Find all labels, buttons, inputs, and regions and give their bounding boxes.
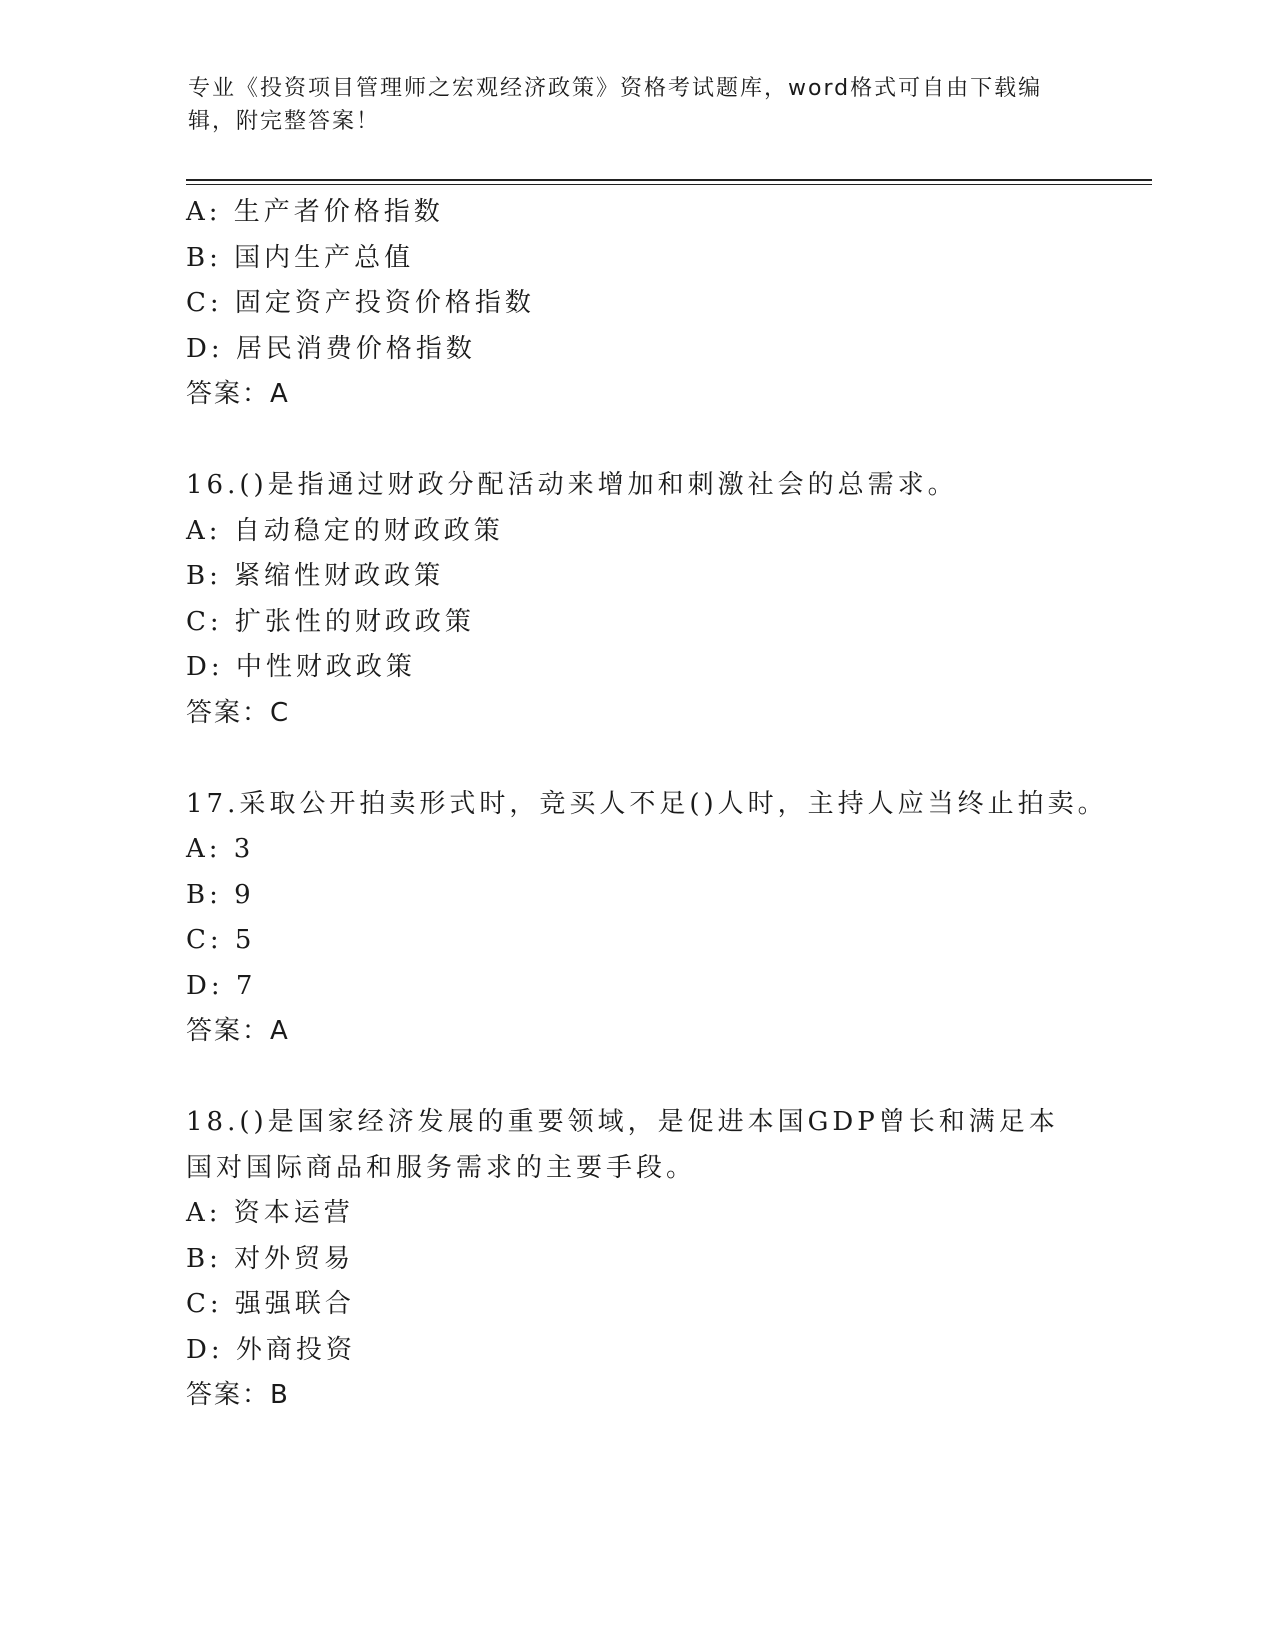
answer-line: 答案：C xyxy=(186,697,291,728)
question-stem: 16.()是指通过财政分配活动来增加和刺激社会的总需求。 xyxy=(186,470,958,500)
question-block-15 xyxy=(186,190,1106,418)
answer-line: 答案：A xyxy=(186,1016,290,1046)
question-list xyxy=(186,190,1106,1419)
header-rule-thick xyxy=(186,179,1152,181)
option-c: C: 固定资产投资价格指数 xyxy=(186,288,535,318)
answer-line: 答案：A xyxy=(186,379,290,409)
question-block-16 xyxy=(186,463,1106,736)
option-d: D: 外商投资 xyxy=(186,1334,356,1365)
question-stem: 17.采取公开拍卖形式时，竞买人不足()人时，主持人应当终止拍卖。 xyxy=(186,788,1108,819)
option-b: B: 紧缩性财政政策 xyxy=(186,561,445,591)
spacer xyxy=(186,418,1106,464)
option-b: B: 9 xyxy=(186,879,255,910)
spacer xyxy=(186,736,1106,782)
question-stem: 18.()是国家经济发展的重要领域，是促进本国GDP曾长和满足本国对国际商品和服务需求的主要手段。 xyxy=(186,1107,1059,1183)
option-c: C: 5 xyxy=(186,925,256,955)
option-a: A: 资本运营 xyxy=(186,1198,354,1228)
option-b: B: 国内生产总值 xyxy=(186,242,415,273)
option-a: A: 自动稳定的财政政策 xyxy=(186,515,504,546)
option-c: C: 强强联合 xyxy=(186,1289,355,1319)
question-block-17 xyxy=(186,782,1106,1055)
option-a: A: 3 xyxy=(186,834,255,864)
option-c: C: 扩张性的财政政策 xyxy=(186,606,475,637)
answer-line: 答案：B xyxy=(186,1380,290,1410)
spacer xyxy=(186,1055,1106,1101)
document-header: 专业《投资项目管理师之宏观经济政策》资格考试题库，word格式可自由下载编辑，附完整答案！ xyxy=(188,76,1043,134)
option-d: D: 7 xyxy=(186,970,257,1001)
option-a: A: 生产者价格指数 xyxy=(186,197,444,227)
question-block-18 xyxy=(186,1100,1106,1419)
option-b: B: 对外贸易 xyxy=(186,1243,355,1274)
option-d: D: 中性财政政策 xyxy=(186,652,416,682)
header-rule-thin xyxy=(186,184,1152,185)
option-d: D: 居民消费价格指数 xyxy=(186,333,476,364)
